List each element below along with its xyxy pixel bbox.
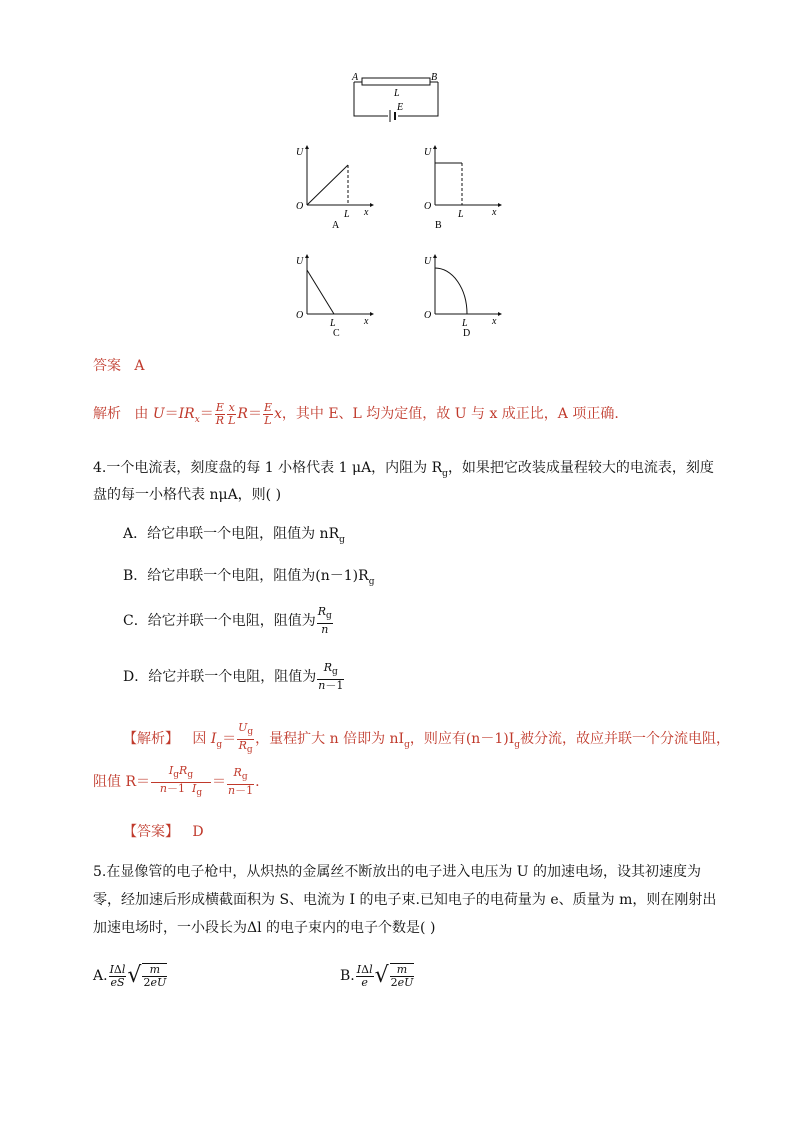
q4-analysis-label: 【解析】 bbox=[123, 731, 179, 747]
graph-c bbox=[290, 252, 380, 340]
q3-analysis-label: 解析 bbox=[93, 406, 121, 422]
q4-stem-line1: 4.一个电流表，刻度盘的每 1 小格代表 1 μA，内阻为 $R_g$，如果把它改装成量程较大的电流表，刻度 bbox=[93, 460, 714, 479]
q4-option-d: D．给它并联一个电阻，阻值为 $\frac{R_g}{n-1}$ bbox=[123, 661, 344, 692]
q3-answer-value: A bbox=[134, 358, 145, 374]
q5-option-a: A. $\frac{\text{IΔl}}{eS}$ √ $\frac{m}{2eU}$ bbox=[93, 962, 167, 989]
q4-answer bbox=[123, 822, 204, 842]
graph-a-o: O bbox=[296, 201, 304, 212]
graph-b-x: x bbox=[492, 207, 497, 218]
q4-analysis-line2: 阻值 R＝ $\frac{I_gR_g}{n-1 I_g}$ ＝ $\frac{R_g}{n-1}$ . bbox=[93, 764, 260, 798]
graph-d-o: O bbox=[424, 310, 432, 321]
graph-d-l: L bbox=[462, 318, 468, 329]
circuit-diagram bbox=[340, 70, 450, 125]
q4-answer-value: D bbox=[192, 824, 204, 840]
circuit-label-a: A bbox=[352, 72, 359, 83]
graph-c-l: L bbox=[330, 318, 336, 329]
graph-a bbox=[290, 143, 380, 231]
q3-analysis bbox=[93, 400, 619, 434]
graph-b-o: O bbox=[424, 201, 432, 212]
q5-stem-line3: 加速电场时，一小段长为Δl 的电子束内的电子个数是( ) bbox=[93, 920, 436, 936]
q5-stem-line1: 5.在显像管的电子枪中，从炽热的金属丝不断放出的电子进入电压为 U 的加速电场，设其初速度为 bbox=[93, 864, 702, 880]
graph-c-caption: C bbox=[333, 328, 340, 339]
circuit-label-b: B bbox=[431, 72, 438, 83]
q3-analysis-intro: 由 bbox=[134, 406, 153, 422]
q3-answer-label: 答案 bbox=[93, 358, 121, 374]
graph-d-x: x bbox=[492, 316, 497, 327]
q4-answer-label: 【答案】 bbox=[123, 824, 179, 840]
graph-c-x: x bbox=[364, 316, 369, 327]
graph-a-x: x bbox=[364, 207, 369, 218]
q4-analysis-line1: 【解析】 因 $I_g=$ $\frac{U_g}{R_g}$ ，量程扩大 n 倍即为 $nI_g$，则应有$(n-1)I_g$被分流，故应并联一个分流电阻， bbox=[123, 721, 730, 755]
graph-d bbox=[418, 252, 508, 340]
q4-option-b: B．给它串联一个电阻，阻值为$(n-1)R_g$ bbox=[123, 568, 375, 587]
graph-c-u: U bbox=[296, 256, 304, 267]
graph-b bbox=[418, 143, 508, 231]
q4-stem-line2: 盘的每一小格代表 nμA，则( ) bbox=[93, 487, 282, 503]
q4-option-c: C．给它并联一个电阻，阻值为 $\frac{R_g}{n}$ bbox=[123, 605, 332, 636]
graph-d-u: U bbox=[424, 256, 432, 267]
q4-option-a: A．给它串联一个电阻，阻值为 $nR_g$ bbox=[123, 526, 345, 545]
q3-analysis-tail: ，其中 E、L 均为定值，故 U 与 x 成正比，A 项正确. bbox=[281, 406, 619, 422]
q5-option-b: B. $\frac{\text{IΔl}}{e}$ √ $\frac{m}{2eU}$ bbox=[340, 962, 414, 989]
graph-a-l: L bbox=[344, 209, 350, 220]
graph-b-l: L bbox=[458, 209, 464, 220]
graph-c-o: O bbox=[296, 310, 304, 321]
graph-a-caption: A bbox=[332, 220, 340, 231]
graph-b-u: U bbox=[424, 147, 432, 158]
q5-stem-line2: 零，经加速后形成横截面积为 S、电流为 I 的电子束.已知电子的电荷量为 e、质量为 m，则在刚射出 bbox=[93, 892, 717, 908]
circuit-label-l: L bbox=[394, 88, 400, 99]
graph-a-u: U bbox=[296, 147, 304, 158]
q3-answer bbox=[93, 356, 144, 376]
graph-d-caption: D bbox=[463, 328, 471, 339]
graph-b-caption: B bbox=[435, 220, 442, 231]
circuit-label-e: E bbox=[397, 102, 404, 113]
q3-formula: $U=IR_x=$ $\frac{E}{R}$ $\frac{x}{L}$ R＝ $\frac{E}{L}$ x bbox=[152, 400, 282, 427]
